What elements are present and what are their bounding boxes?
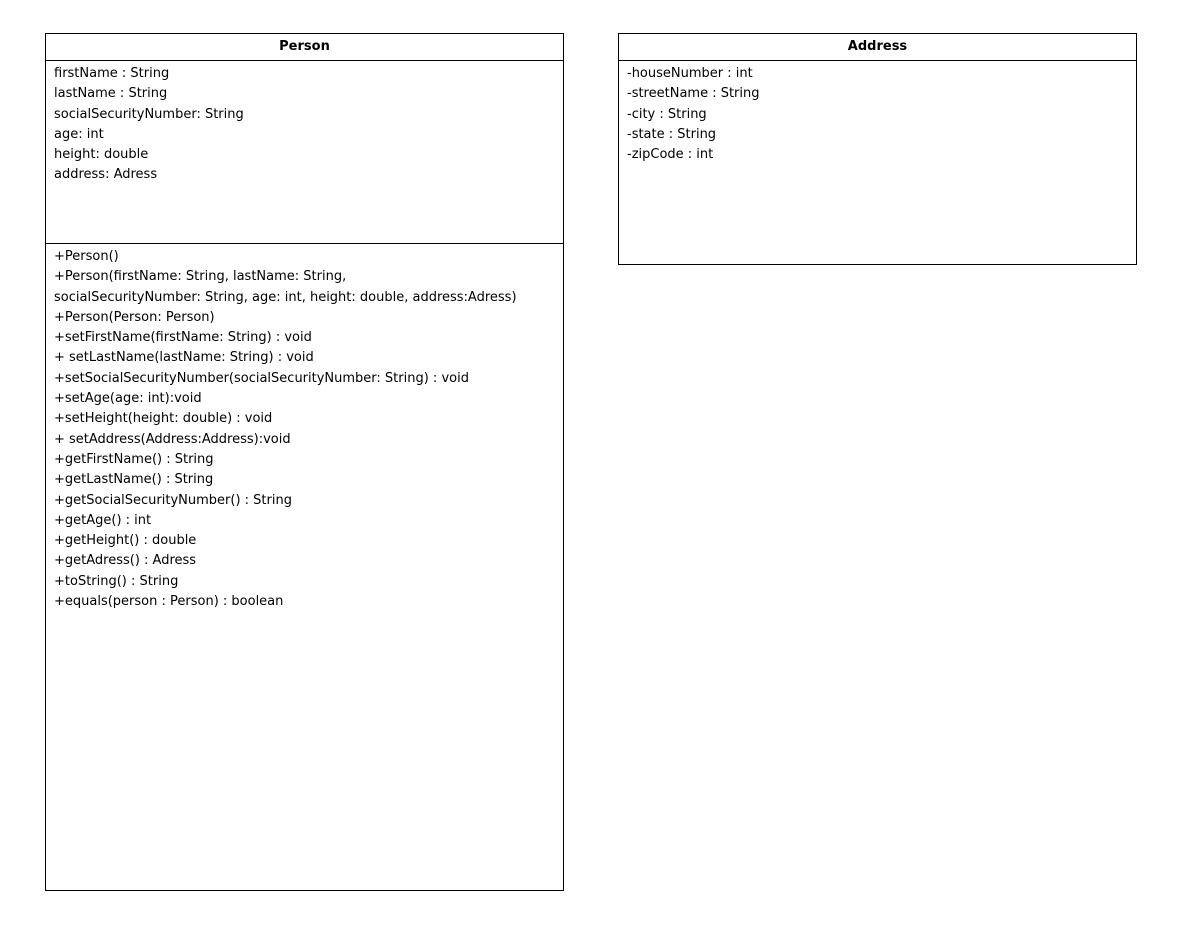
person-methods-section bbox=[46, 244, 563, 612]
person-class-name: Person bbox=[46, 34, 563, 61]
person-method: +getAdress() : Adress bbox=[54, 553, 197, 569]
address-attribute: -zipCode : int bbox=[627, 147, 714, 163]
address-class-name: Address bbox=[619, 34, 1136, 61]
person-method: +setFirstName(firstName: String) : void bbox=[54, 330, 312, 346]
person-class-box bbox=[45, 33, 564, 891]
address-attribute: -houseNumber : int bbox=[627, 66, 753, 81]
person-method: +getFirstName() : String bbox=[54, 451, 214, 467]
person-method: +getAge() : int bbox=[54, 512, 152, 528]
person-method: socialSecurityNumber: String, age: int, height: double, address:Adress) bbox=[54, 289, 517, 305]
person-method: +Person(firstName: String, lastName: String, bbox=[54, 269, 347, 285]
person-method: +setSocialSecurityNumber(socialSecurityNumber: String) : void bbox=[54, 370, 469, 386]
person-attribute: firstName : String bbox=[54, 66, 170, 81]
person-attribute: lastName : String bbox=[54, 86, 168, 102]
person-method: + setLastName(lastName: String) : void bbox=[54, 350, 314, 366]
person-method: +setAge(age: int):void bbox=[54, 391, 202, 407]
person-method: +getSocialSecurityNumber() : String bbox=[54, 492, 292, 508]
address-attribute: -state : String bbox=[627, 126, 717, 142]
person-attributes-section bbox=[46, 61, 563, 244]
person-attribute: address: Adress bbox=[54, 167, 158, 183]
person-method: +Person() bbox=[54, 249, 119, 264]
person-method: +equals(person : Person) : boolean bbox=[54, 594, 284, 610]
person-attribute: socialSecurityNumber: String bbox=[54, 106, 244, 122]
address-attributes-section bbox=[619, 61, 1136, 165]
person-method: +toString() : String bbox=[54, 573, 179, 589]
person-attribute: height: double bbox=[54, 147, 149, 163]
person-method: +getLastName() : String bbox=[54, 472, 214, 488]
address-attribute: -streetName : String bbox=[627, 86, 760, 102]
person-method: + setAddress(Address:Address):void bbox=[54, 431, 291, 447]
address-attribute: -city : String bbox=[627, 106, 707, 122]
person-method: +getHeight() : double bbox=[54, 533, 197, 549]
address-class-box bbox=[618, 33, 1137, 265]
person-method: +Person(Person: Person) bbox=[54, 309, 215, 325]
person-method: +setHeight(height: double) : void bbox=[54, 411, 273, 427]
person-attribute: age: int bbox=[54, 126, 104, 142]
